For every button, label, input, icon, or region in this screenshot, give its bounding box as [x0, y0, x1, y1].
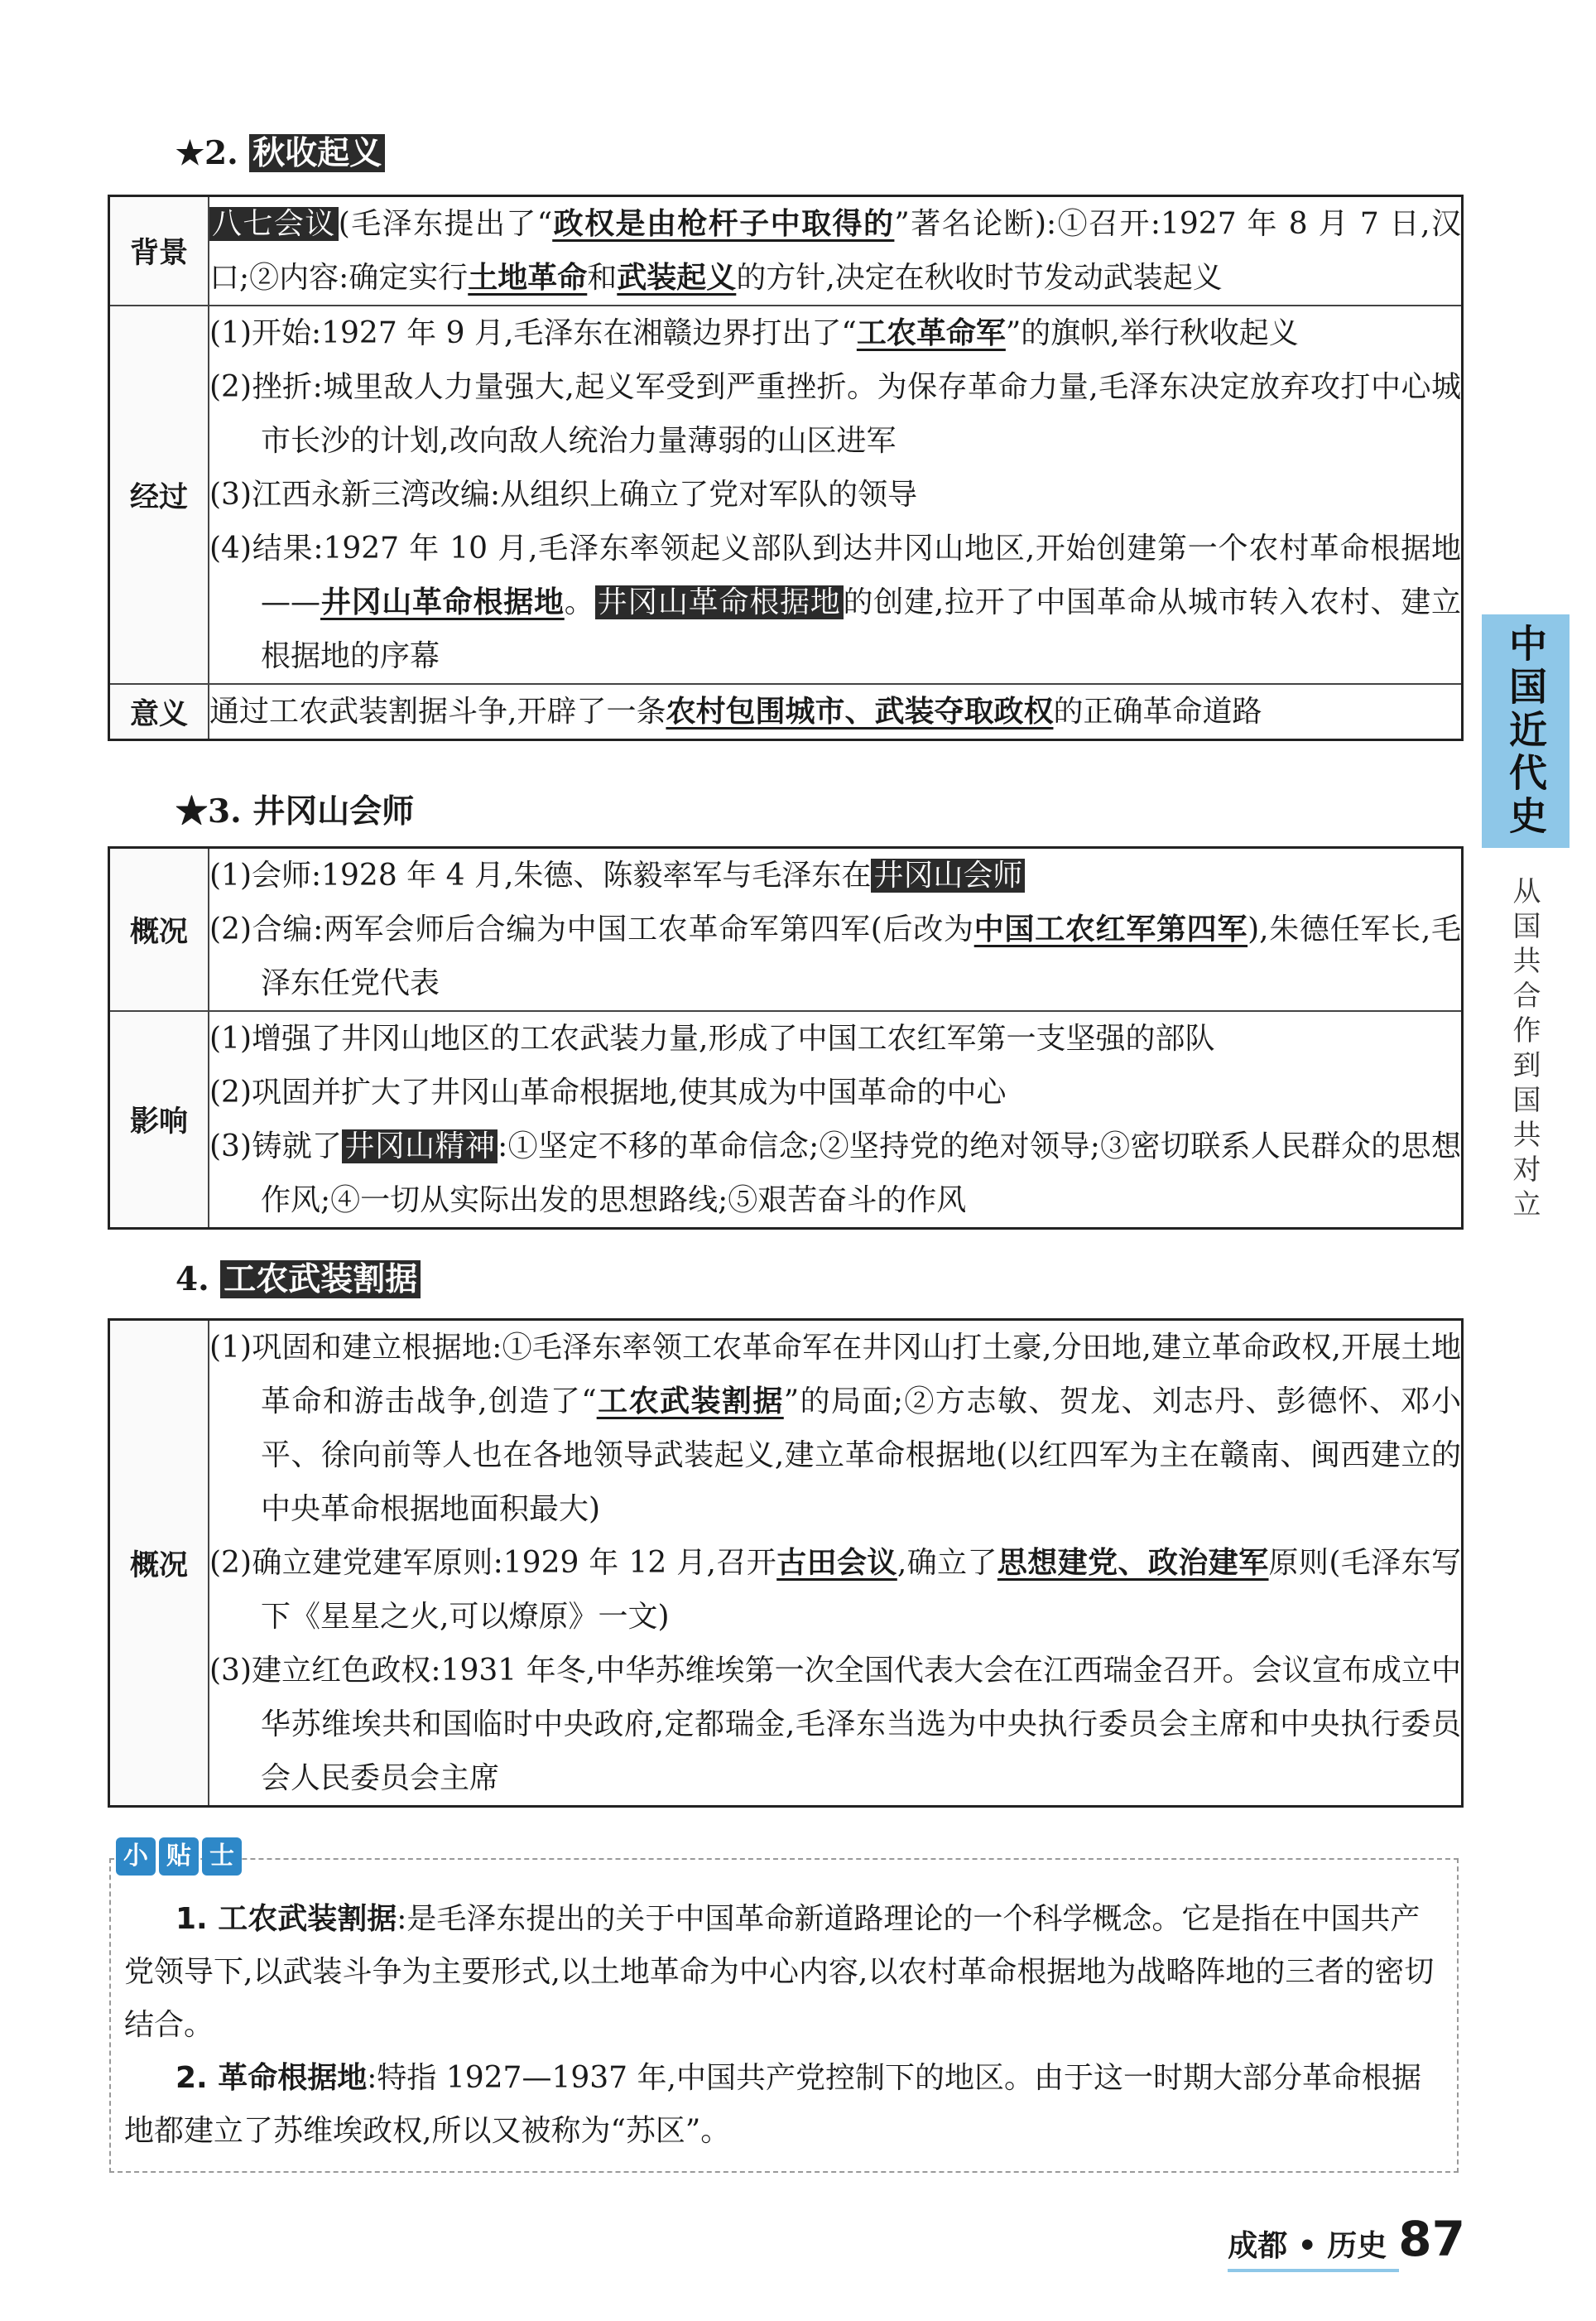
list-item: (4)结果:1927 年 10 月,毛泽东率领起义部队到达井冈山地区,开始创建第一个农村革命根据地——井冈山革命根据地。井冈山革命根据地的创建,拉开了中国革命从城市转入农村、建立根据地的序幕	[209, 532, 1461, 673]
row-content: 通过工农武装割据斗争,开辟了一条农村包围城市、武装夺取政权的正确革命道路	[209, 684, 1463, 740]
row-content: 八七会议(毛泽东提出了“政权是由枪杆子中取得的”著名论断):①召开:1927 年 8 月 7 日,汉口;②内容:确定实行土地革命和武装起义的方针,决定在秋收时节发动武装起义	[209, 196, 1463, 306]
section-3-title	[175, 791, 414, 832]
table-row	[109, 848, 1463, 1012]
row-content	[209, 306, 1463, 684]
row-content	[209, 1320, 1463, 1807]
list-item: (1)开始:1927 年 9 月,毛泽东在湘赣边界打出了“工农革命军”的旗帜,举行秋收起义	[209, 315, 1299, 350]
section-heading: 秋收起义	[249, 134, 385, 172]
footer-underline	[1228, 2269, 1399, 2272]
armed-separatism-table	[108, 1318, 1464, 1808]
highlight-term: 八七会议	[209, 207, 339, 241]
section-number: ★2.	[175, 134, 238, 172]
page-footer	[1228, 2211, 1465, 2267]
row-content	[209, 1011, 1463, 1229]
keyword: 古田会议	[776, 1545, 897, 1580]
table-row	[109, 684, 1463, 740]
book-source: 成都 • 历史	[1228, 2229, 1387, 2263]
keyword: 井冈山革命根据地	[320, 585, 565, 619]
keyword: 中国工农红军第四军	[973, 912, 1248, 946]
section-heading: 井冈山会师	[252, 792, 415, 831]
list-item: (3)铸就了井冈山精神:①坚定不移的革命信念;②坚持党的绝对领导;③密切联系人民群众的思想作风;④一切从实际出发的思想路线;⑤艰苦奋斗的作风	[209, 1129, 1461, 1217]
table-row	[109, 196, 1463, 306]
list-item: (3)建立红色政权:1931 年冬,中华苏维埃第一次全国代表大会在江西瑞金召开。会议宣布成立中华苏维埃共和国临时中央政府,定都瑞金,毛泽东当选为中央执行委员会主席和中央执行委员会人民委员会主席	[209, 1654, 1461, 1795]
row-label-impact: 影响	[109, 1011, 209, 1229]
keyword: 武装起义	[617, 260, 737, 295]
jinggangshan-meeting-table	[108, 846, 1464, 1230]
list-item: (2)挫折:城里敌人力量强大,起义军受到严重挫折。为保存革命力量,毛泽东决定放弃攻打中心城市长沙的计划,改向敌人统治力量薄弱的山区进军	[209, 370, 1461, 458]
row-label-overview: 概况	[109, 1320, 209, 1807]
list-item: (3)江西永新三湾改编:从组织上确立了党对军队的领导	[209, 478, 918, 512]
table-row	[109, 1011, 1463, 1229]
row-label-background: 背景	[109, 196, 209, 306]
section-number: ★3.	[175, 792, 242, 831]
row-label-process: 经过	[109, 306, 209, 684]
table-row	[109, 1320, 1463, 1807]
tip-term: 1. 工农武装割据	[175, 1902, 397, 1936]
row-label-overview: 概况	[109, 848, 209, 1012]
autumn-harvest-table	[108, 195, 1464, 741]
chapter-subtitle: 从国共合作到国共对立	[1507, 876, 1541, 1224]
tip-term: 2. 革命根据地	[175, 2061, 368, 2095]
keyword: 土地革命	[468, 260, 588, 295]
list-item: (1)巩固和建立根据地:①毛泽东率领工农革命军在井冈山打土豪,分田地,建立革命政权,开展土地革命和游击战争,创造了“工农武装割据”的局面;②方志敏、贺龙、刘志丹、彭德怀、邓小平、徐向前等人也在各地领导武装起义,建立革命根据地(以红四军为主在赣南、闽西建立的中央革命根据地面积最大)	[209, 1331, 1461, 1526]
tip-item: 1. 工农武装割据:是毛泽东提出的关于中国革命新道路理论的一个科学概念。它是指在中国共产党领导下,以武装斗争为主要形式,以土地革命为中心内容,以农村革命根据地为战略阵地的三者的密切结合。	[124, 1902, 1435, 2042]
highlight-term: 井冈山会师	[871, 859, 1025, 893]
keyword: 政权是由枪杆子中取得的	[552, 206, 895, 241]
page-number: 87	[1398, 2211, 1465, 2267]
tips-box	[109, 1858, 1459, 2173]
tip-item: 2. 革命根据地:特指 1927—1937 年,中国共产党控制下的地区。由于这一时期大部分革命根据地都建立了苏维埃政权,所以又被称为“苏区”。	[124, 2061, 1421, 2148]
keyword: 工农革命军	[856, 315, 1006, 350]
section-4-title	[175, 1259, 421, 1300]
section-heading: 工农武装割据	[220, 1260, 421, 1298]
keyword: 农村包围城市、武装夺取政权	[666, 694, 1054, 729]
list-item: (1)会师:1928 年 4 月,朱德、陈毅率军与毛泽东在井冈山会师	[209, 849, 1461, 903]
table-row	[109, 306, 1463, 684]
section-number: 4.	[175, 1260, 209, 1298]
row-label-significance: 意义	[109, 684, 209, 740]
keyword: 思想建党、政治建军	[997, 1545, 1269, 1580]
row-content	[209, 848, 1463, 1012]
list-item: (1)增强了井冈山地区的工农武装力量,形成了中国工农红军第一支坚强的部队	[209, 1022, 1215, 1056]
list-item: (2)合编:两军会师后合编为中国工农革命军第四军(后改为中国工农红军第四军),朱德任军长,毛泽东任党代表	[209, 912, 1461, 1000]
list-item: (2)确立建党建军原则:1929 年 12 月,召开古田会议,确立了思想建党、政治建军原则(毛泽东写下《星星之火,可以燎原》一文)	[209, 1545, 1461, 1634]
list-item: (2)巩固并扩大了井冈山革命根据地,使其成为中国革命的中心	[209, 1076, 1007, 1110]
section-2-title	[175, 132, 385, 174]
chapter-tab: 中国近代史	[1482, 614, 1570, 848]
highlight-term: 井冈山精神	[342, 1129, 498, 1163]
tips-badge: 小 贴 士	[116, 1837, 242, 1876]
keyword: 工农武装割据	[596, 1384, 784, 1418]
highlight-term: 井冈山革命根据地	[595, 585, 844, 619]
